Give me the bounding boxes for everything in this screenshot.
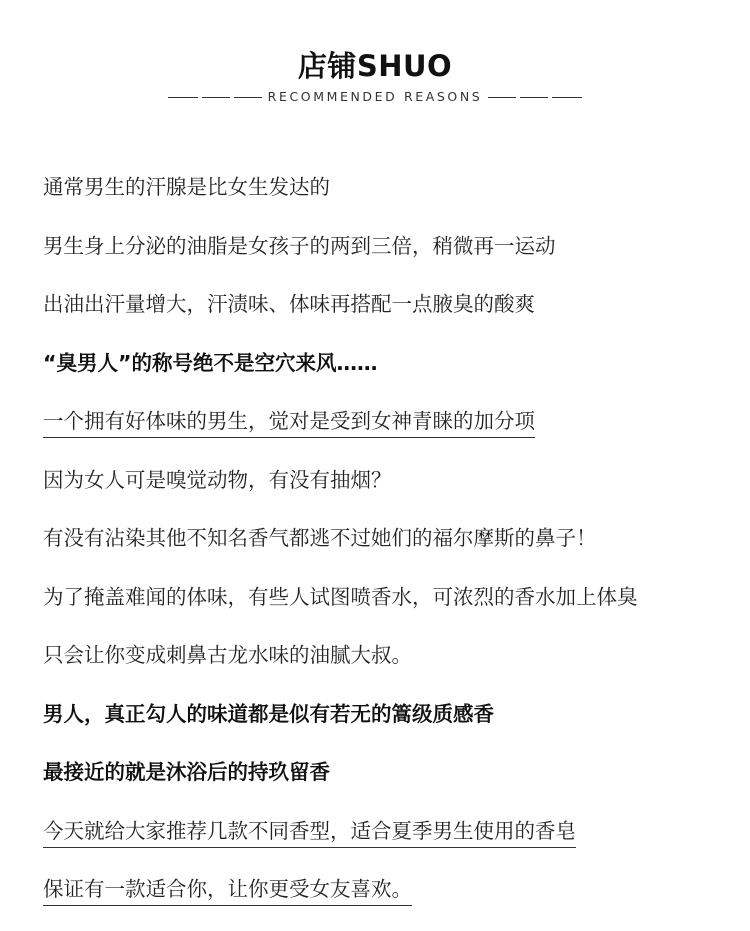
subtitle-row (0, 88, 750, 106)
paragraph-7 (43, 521, 743, 555)
paragraph-13-underlined (43, 872, 743, 906)
right-dash-decoration (488, 97, 582, 98)
paragraph-text: 为了掩盖难闻的体味，有些人试图喷香水，可浓烈的香水加上体臭 (43, 584, 638, 609)
paragraph-4-bold (43, 346, 743, 380)
dash-divider (552, 97, 582, 98)
paragraph-2 (43, 229, 743, 263)
paragraph-text: 出油出汗量增大，汗渍味、体味再搭配一点腋臭的酸爽 (43, 292, 535, 316)
paragraph-10-bold (43, 697, 743, 731)
paragraph-text: 今天就给大家推荐几款不同香型，适合夏季男生使用的香皂 (43, 815, 576, 848)
paragraph-text: 一个拥有好体味的男生，觉对是受到女神青睐的加分项 (43, 405, 535, 438)
paragraph-text: 有没有沾染其他不知名香气都逃不过她们的福尔摩斯的鼻子！ (43, 526, 597, 550)
page-header (0, 48, 750, 106)
paragraph-6 (43, 463, 743, 497)
paragraph-text: 最接近的就是沐浴后的持玖留香 (43, 760, 330, 784)
paragraph-text: 男人，真正勾人的味道都是似有若无的篙级质感香 (43, 701, 494, 726)
paragraph-11-bold (43, 755, 743, 789)
page-title: 店铺SHUO (297, 49, 453, 83)
paragraph-1 (43, 170, 743, 204)
paragraph-text: “臭男人”的称号绝不是空穴来风…… (43, 350, 378, 375)
paragraph-text: 因为女人可是嗅觉动物，有没有抽烟？ (43, 467, 392, 492)
paragraph-3 (43, 287, 743, 321)
article-body (43, 170, 743, 931)
dash-divider (488, 97, 516, 98)
paragraph-8 (43, 580, 743, 614)
dash-divider (234, 97, 262, 98)
page-subtitle: RECOMMENDED REASONS (267, 89, 483, 104)
left-dash-decoration (168, 97, 262, 98)
paragraph-12-underlined (43, 814, 743, 848)
dash-divider (202, 97, 230, 98)
paragraph-9 (43, 638, 743, 672)
dash-divider (520, 97, 548, 98)
paragraph-text: 男生身上分泌的油脂是女孩子的两到三倍，稍微再一运动 (43, 233, 556, 258)
paragraph-5-underlined (43, 404, 743, 438)
dash-divider (168, 97, 198, 98)
paragraph-text: 只会让你变成刺鼻古龙水味的油腻大叔。 (43, 643, 412, 667)
paragraph-text: 保证有一款适合你，让你更受女友喜欢。 (43, 873, 412, 906)
paragraph-text: 通常男生的汗腺是比女生发达的 (43, 175, 330, 199)
